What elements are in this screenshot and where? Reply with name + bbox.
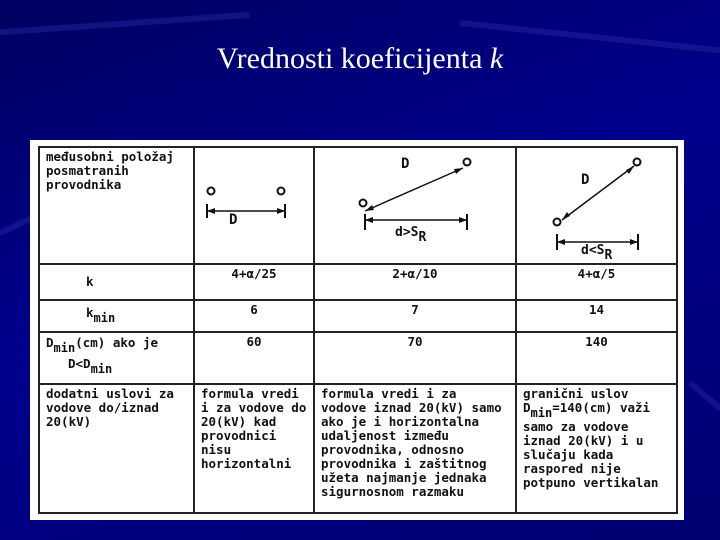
title-variable: k [489,42,504,75]
k-value: 2+α/10 [314,264,516,300]
distance-label-D: D [581,172,590,188]
diagram-steep [516,147,677,264]
row-label-k [39,264,194,300]
horizontal-distance-label: d>SR [395,225,427,245]
table-row [39,264,677,300]
kmin-label-text: k [86,305,94,321]
k-value: 4+α/5 [516,264,677,300]
dmin-value: 70 [314,332,516,384]
condition-text: formula vredi i za vodove iznad 20(kV) samo ako je i horizontalna udaljenost između provodnika, odnosno provodnika i zaštitnog užeta najmanje jednaka sigurnosnom razmaku [314,384,516,513]
steep-conductors-diagram [517,148,676,262]
background-streak [0,12,250,36]
kmin-value: 7 [314,300,516,332]
title-text: Vrednosti koeficijenta [216,42,483,75]
diagram-inclined [314,147,516,264]
horizontal-distance-label: d<SR [581,243,613,262]
condition-part-b: D [523,400,531,416]
table-row [39,300,677,332]
coefficient-table [38,146,678,514]
distance-label-D: D [401,156,410,172]
inclined-conductors-diagram [315,148,515,262]
condition-part-c: =140(cm) važi samo za vodove iznad 20(kV) i u slučaju kada raspored nije potpuno vertikalan [523,400,659,491]
dmin-label-a: D [46,334,54,350]
k-label-text: k [86,273,94,289]
kmin-value: 14 [516,300,677,332]
table-row [39,332,677,384]
kmin-label-subscript: min [93,311,116,326]
dmin-value: 140 [516,332,677,384]
condition-text-limit [516,384,677,513]
condition-text: formula vredi i za vodove do 20(kV) kad provodnici nisu horizontalni [194,384,314,513]
diagram-horizontal [194,147,314,264]
dmin-label-c: D<D [68,355,91,371]
background-streak [688,381,720,411]
condition-part-a: granični uslov [523,386,629,402]
k-value: 4+α/25 [194,264,314,300]
kmin-value: 6 [194,300,314,332]
row-label-kmin [39,300,194,332]
slide-title [0,42,720,76]
condition-part-b-sub: min [530,406,553,421]
table-row [39,147,677,264]
row-label-dmin [39,332,194,384]
coefficient-table-panel [30,140,684,520]
row-label-position [39,147,194,264]
position-label-text: međusobni položaj posmatranih provodnika [46,149,174,192]
dmin-value: 60 [194,332,314,384]
dmin-label-c-sub: min [90,361,113,376]
table-row [39,384,677,513]
horizontal-conductors-diagram [195,148,313,262]
row-label-conditions [39,384,194,513]
dmin-label-b: (cm) ako je [75,334,159,350]
distance-label-D: D [229,212,238,228]
dmin-label-a-sub: min [53,340,76,355]
conditions-label-text: dodatni uslovi za vodove do/iznad 20(kV) [46,386,174,430]
